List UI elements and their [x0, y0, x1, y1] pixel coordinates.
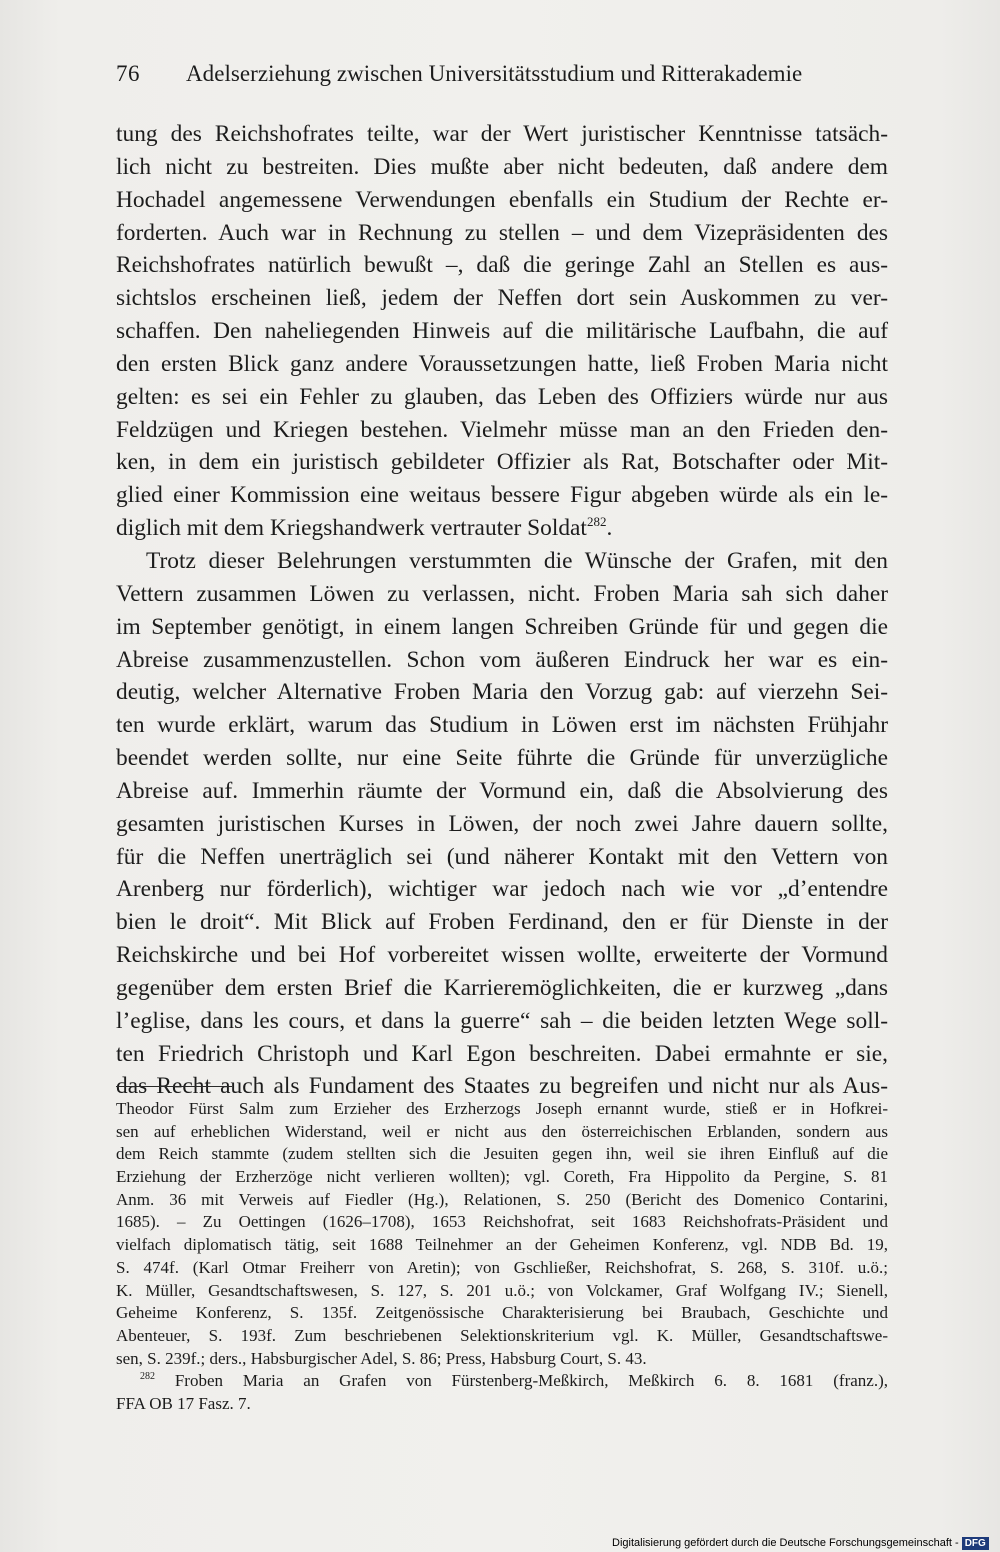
line-text: deutig, welcher Alternative Froben Maria den Vorzug gab: auf vierzehn Sei- [116, 679, 888, 706]
footnote-line [116, 1166, 888, 1189]
line-text: ken, in dem ein juristisch gebildeter Offizier als Rat, Botschafter oder Mit- [116, 449, 888, 476]
footnote-line [116, 1348, 888, 1371]
text-line [116, 972, 888, 1005]
line-text: Theodor Fürst Salm zum Erzieher des Erzherzogs Joseph ernannt wurde, stieß er in Hofkrei- [116, 1099, 888, 1118]
line-text: Hochadel angemessene Verwendungen ebenfalls ein Studium der Rechte er- [116, 186, 888, 213]
footnote-line [116, 1121, 888, 1144]
footnote-line [116, 1143, 888, 1166]
text-line [116, 118, 888, 151]
line-text: forderten. Auch war in Rechnung zu stellen – und dem Vizepräsidenten des [116, 219, 888, 246]
text-line [116, 151, 888, 184]
text-line [116, 282, 888, 315]
line-text: für die Neffen unerträglich sei (und näherer Kontakt mit den Vettern von [116, 843, 888, 870]
text-line [116, 808, 888, 841]
text-line [116, 906, 888, 939]
text-line [116, 545, 888, 578]
text-line [116, 578, 888, 611]
line-text: den ersten Blick ganz andere Voraussetzungen hatte, ließ Froben Maria nicht [116, 350, 888, 377]
footnote-line [116, 1393, 888, 1416]
line-text: gesamten juristischen Kurses in Löwen, der noch zwei Jahre dauern sollte, [116, 810, 888, 837]
text-line [116, 742, 888, 775]
line-text: Trotz dieser Belehrungen verstummten die Wünsche der Grafen, mit den [146, 547, 888, 574]
line-text: Abenteuer, S. 193f. Zum beschriebenen Selektionskriterium vgl. K. Müller, Gesandtschaftswe- [116, 1325, 888, 1345]
line-text: beendet werden sollte, nur eine Seite führte die Gründe für unverzügliche [116, 745, 888, 772]
line-text: Anm. 36 mit Verweis auf Fiedler (Hg.), Relationen, S. 250 (Bericht des Domenico Contarini, [116, 1189, 888, 1209]
line-text: sen auf erheblichen Widerstand, weil er nicht aus den österreichischen Erblanden, sondern aus [116, 1121, 888, 1141]
text-line [116, 381, 888, 414]
line-text: sichtslos erscheinen ließ, jedem der Neffen dort sein Auskommen zu ver- [116, 285, 888, 312]
line-text: S. 474f. (Karl Otmar Freiherr von Aretin); von Gschließer, Reichshofrat, S. 268, S. 310f. u.ö.; [116, 1257, 888, 1277]
footnote-reference: 282 [586, 514, 607, 530]
line-text: bien le droit“. Mit Blick auf Froben Ferdinand, den er für Dienste in der [116, 909, 888, 936]
footnote-line [116, 1370, 888, 1393]
footnote-line [116, 1302, 888, 1325]
text-line [116, 249, 888, 282]
footnotes [116, 1098, 888, 1416]
line-text: Erziehung der Erzherzöge nicht verlieren wollten); vgl. Coreth, Fra Hippolito da Pergine, S. 81 [116, 1167, 888, 1187]
text-line [116, 873, 888, 906]
text-line [116, 184, 888, 217]
line-text: ten Friedrich Christoph und Karl Egon beschreiten. Dabei ermahnte er sie, [116, 1040, 888, 1067]
text-line [116, 1005, 888, 1038]
text-line [116, 446, 888, 479]
line-text-end: . [606, 515, 613, 542]
text-line [116, 709, 888, 742]
text-line [116, 217, 888, 250]
line-text: Abreise auf. Immerhin räumte der Vormund ein, daß die Absolvierung des [116, 777, 888, 804]
line-text: vielfach diplomatisch tätig, seit 1688 Teilnehmer an der Geheimen Konferenz, vgl. NDB Bd. 19, [116, 1235, 888, 1255]
line-text: dem Reich stammte (zudem stellten sich die Jesuiten gegen ihn, weil sie ihren Einfluß auf die [116, 1144, 888, 1164]
line-text: Geheime Konferenz, S. 135f. Zeitgenössische Charakterisierung bei Braubach, Geschichte und [116, 1303, 888, 1323]
text-line [116, 479, 888, 512]
digitization-credit [612, 1536, 989, 1550]
footnote-line [116, 1234, 888, 1257]
line-text: gegenüber dem ersten Brief die Karrieremöglichkeiten, die er kurzweg „dans [116, 974, 888, 1001]
footnote-line [116, 1098, 888, 1121]
text-line [116, 611, 888, 644]
footnote-rule [116, 1086, 232, 1087]
line-text: FFA OB 17 Fasz. 7. [116, 1393, 251, 1413]
text-line [116, 512, 888, 545]
text-line [116, 841, 888, 874]
text-line [116, 414, 888, 447]
footnote-line [116, 1189, 888, 1212]
line-text: glied einer Kommission eine weitaus bessere Figur abgeben würde als ein le- [116, 482, 888, 509]
running-title: Adelserziehung zwischen Universitätsstudium und Ritterakademie [186, 61, 803, 86]
line-text: Vettern zusammen Löwen zu verlassen, nicht. Froben Maria sah sich daher [116, 580, 888, 607]
text-line [116, 939, 888, 972]
line-text: K. Müller, Gesandtschaftswesen, S. 127, S. 201 u.ö.; von Volckamer, Graf Wolfgang IV.; Sienell, [116, 1280, 888, 1300]
line-text: Reichshofrates natürlich bewußt –, daß die geringe Zahl an Stellen es aus- [116, 252, 888, 279]
footnote-line [116, 1211, 888, 1234]
page-header [116, 58, 876, 90]
page-number: 76 [116, 61, 140, 86]
text-line [116, 1038, 888, 1071]
dfg-logo: DFG [962, 1537, 989, 1550]
line-text: l’eglise, dans les cours, et dans la guerre“ sah – die beiden letzten Wege soll- [116, 1007, 888, 1034]
line-text: 1685). – Zu Oettingen (1626–1708), 1653 Reichshofrat, seit 1683 Reichshofrats-Präsident und [116, 1212, 888, 1232]
body-text [116, 118, 888, 1103]
footnote-number: 282 [140, 1371, 155, 1383]
line-text: das Recht auch als Fundament des Staates zu begreifen und nicht nur als Aus- [116, 1073, 888, 1100]
line-text: schaffen. Den naheliegenden Hinweis auf die militärische Laufbahn, die auf [116, 318, 888, 345]
text-line [116, 775, 888, 808]
footnote-line [116, 1257, 888, 1280]
footnote-line [116, 1325, 888, 1348]
footnote-line [116, 1280, 888, 1303]
line-text: gelten: es sei ein Fehler zu glauben, das Leben des Offiziers würde nur aus [116, 383, 888, 410]
line-text: Abreise zusammenzustellen. Schon vom äußeren Eindruck her war es ein- [116, 646, 888, 673]
line-text: ten wurde erklärt, warum das Studium in Löwen erst im nächsten Frühjahr [116, 712, 888, 739]
line-text: im September genötigt, in einem langen Schreiben Gründe für und gegen die [116, 613, 888, 640]
line-text: diglich mit dem Kriegshandwerk vertrauter Soldat [116, 515, 587, 542]
line-text: Reichskirche und bei Hof vorbereitet wissen wollte, erweiterte der Vormund [116, 942, 888, 969]
text-line [116, 644, 888, 677]
line-text: tung des Reichshofrates teilte, war der Wert juristischer Kenntnisse tatsäch- [116, 121, 888, 147]
line-text: sen, S. 239f.; ders., Habsburgischer Adel, S. 86; Press, Habsburg Court, S. 43. [116, 1348, 647, 1368]
text-line [116, 676, 888, 709]
line-text: Froben Maria an Grafen von Fürstenberg-Meßkirch, Meßkirch 6. 8. 1681 (franz.), [155, 1371, 888, 1391]
line-text: Arenberg nur förderlich), wichtiger war jedoch nach wie vor „d’entendre [116, 876, 888, 903]
line-text: lich nicht zu bestreiten. Dies mußte aber nicht bedeuten, daß andere dem [116, 153, 888, 180]
text-line [116, 348, 888, 381]
credit-text: Digitalisierung gefördert durch die Deutsche Forschungsgemeinschaft - [612, 1537, 959, 1549]
text-line [116, 315, 888, 348]
line-text: Feldzügen und Kriegen bestehen. Vielmehr müsse man an den Frieden den- [116, 416, 888, 443]
